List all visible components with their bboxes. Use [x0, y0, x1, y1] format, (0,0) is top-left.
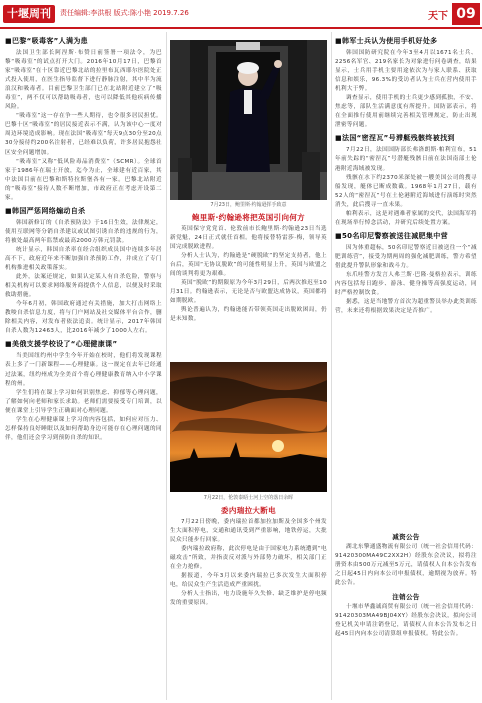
article-paragraph: 当美国纽约州中学生今年开始在校时，他们将发现课程表上多了一门新课程——心理健康。这一规定在去年已经通过法案，纽约州成为全美首个将心理健康教育纳入中小学课程的州。 [5, 353, 162, 387]
article-paragraph: 7月22日傍晚，委内瑞拉首都加拉加斯及全国多个州发生大面积停电，交通和通讯受到严重影响，地铁停运，大批民众只能步行回家。 [170, 519, 327, 544]
article-paragraph: 帕利表示，这是对遇难者家属的交代，法国海军将在现场举行悼念活动，并研究后续处置方案。 [335, 210, 477, 226]
article-paragraph: 因为体重超标，50名印尼警察近日被送往一个“减肥训练营”，接受为期两周的强化减肥训练，警方希望借此提升警队形象和战斗力。 [335, 244, 477, 269]
section-title: 天下 [428, 11, 448, 22]
left-column [5, 36, 162, 698]
page-number: 09 [452, 3, 480, 25]
article-paragraph: 学生在心理健康课上学习的内容包括，如何应对压力、怎样保持良好睡眠以及如何帮助身边可能存在心理问题的同伴，他们还会学习到预防自杀的知识。 [5, 416, 162, 441]
article-paragraph: 委内瑞拉政府称，此次停电是由于国家电力系统遭到“电磁攻击”所致，并指责反对派与外部势力破坏，相关部门正在全力抢修。 [170, 546, 327, 571]
article-title: ■美俄支援学校设了“心理健康课” [5, 340, 118, 349]
article-paragraph: 舆论普遍认为，约翰逊能否带领英国走出脱欧困局，仍是未知数。 [170, 307, 327, 323]
column-divider-left [166, 32, 167, 700]
sunset-photo [170, 362, 327, 492]
center-article-2 [170, 504, 327, 698]
photo-caption: 7月22日，伦敦泰晤士河上空的落日余晖 [203, 495, 294, 501]
notice-body: 十堰市华鑫诚商贸有限公司（统一社会信用代码：91420303MA49BJ04XY）经股东会决议，拟向公司登记机关申请注销登记，请债权人自本公告发布之日起45日内向本公司清算组申报债权。特此公告。 [335, 604, 477, 638]
article-paragraph: 英国保守党党首、伦敦前市长鲍里斯·约翰逊23日当选新党魁，24日正式就任首相。他将接替特雷莎·梅，领导英国完成脱欧进程。 [170, 226, 327, 251]
newspaper-logo: 十堰周刊 [3, 5, 55, 23]
article-paragraph: 此外，法案还规定，如果认定某人有自杀危险，警察与相关机构可以要求网络服务商提供个人信息，以便及时采取救助措施。 [5, 274, 162, 299]
article-title: ■50名印尼警察被送往减肥集中营 [335, 231, 448, 240]
article-paragraph: 分析人士认为，约翰逊是“硬脱欧”的坚定支持者，他上台后，英国“无协议脱欧”的可能性明显上升，英国与欧盟之间的谈判将更为艰难。 [170, 253, 327, 278]
article-title: ■韩军士兵认为使用手机好处多 [335, 37, 438, 45]
column-divider-right [331, 32, 332, 700]
article-paragraph: 调查显示，使用手机的士兵更少感到孤独，不安、焦虑等，部队生活满意度有所提升。国防部表示，将在全面推行使用前继续完善相关管理规定，防止出现泄密等问题。 [335, 95, 477, 129]
article-paragraph: 东爪哇警方发言人弗兰斯·巴隆·曼格拉表示，训练内容包括每日跑步、游泳、健身操等高强度运动，同时严格控制饮食。 [335, 271, 477, 297]
article-title: ■巴黎“吸毒客”人满为患 [5, 37, 89, 45]
article-paragraph: “吸毒室”又称“低风险毒品消费室”（SCMR）。全球首家于1986年在瑞士开放，迄今为止，全球建有近百家，其中法国目前在巴黎和斯特拉斯堡各有一家。巴黎北站附近的“吸毒室”接待人数不断增加，市政府正在考虑开设第二家。 [5, 158, 162, 201]
page-header [0, 0, 482, 30]
article-paragraph: 据悉，这是当地警方首次为超重警员举办此类训练营，未来还将根据效果决定是否推广。 [335, 299, 477, 315]
article-paragraph: 分析人士指出，电力设施年久失修、缺乏维护是停电频发的重要原因。 [170, 591, 327, 607]
article-paragraph: 法国卫生部长阿涅斯·布赞日前签署一项法令，为巴黎“吸毒室”的试点打开大门。2016年10月17日，巴黎首家“吸毒室”在十区靠近巴黎北站的拉里布瓦西耶尔医院处正式投入使用，在医生指导监督下进行静脉注射，其中半为流浪汉和吸毒者。目前巴黎卫生部门已在北站附近建立了“吸毒室”，两不仅可以帮助吸毒者，也可以降低其他疾病传播风险。 [5, 50, 162, 111]
article-paragraph: 韩国新修订的《自杀预防法》于16日生效，法律规定，使用互联网等分销自杀建议或试图引诱自杀的违规的行为，将被处最高两年监禁或最高2000万韩元罚款。 [5, 219, 162, 244]
notices-section [335, 528, 477, 698]
article-paragraph: 今年6月初，韩国政府通过有关措施，加大打击网络上教唆自杀信息力度，将与门户网站及社交媒体平台合作，删除相关内容，对发布者依法追责。统计显示，2017年韩国自杀人数为12463人，比2016年减少了1000人左右。 [5, 301, 162, 335]
article-title: 鲍里斯·约翰逊将把英国引向何方 [191, 213, 306, 222]
article-title: 委内瑞拉大断电 [221, 506, 276, 515]
right-column [335, 36, 477, 520]
article-title: ■韩国严惩网络煽动自杀 [5, 206, 86, 215]
notice-body: 湖北东擎通盛物流有限公司（统一社会信用代码：91420300MA49C2XX2H）经股东会决议，拟将注册资本由500万元减至5万元，请债权人自本公告发布之日起45日内向本公司申报债权，逾期视为放弃。特此公告。 [335, 544, 477, 587]
notice-title: 注销公告 [392, 593, 420, 602]
center-article-1 [170, 211, 327, 359]
article-title: ■法国“密涅瓦”号滞艇残骸终被找到 [335, 134, 455, 143]
article-paragraph: 统计显示，韩国自杀率在经合组织成员国中连续多年居高不下，政府近年来不断加强自杀预防工作，并成立了专门机构推进相关政策落实。 [5, 246, 162, 272]
article-paragraph: 据报道，今年3月以来委内瑞拉已多次发生大面积停电，给民众生产生活造成严重困扰。 [170, 573, 327, 589]
article-paragraph: 韩国国防研究院在今年3至4月以1671名士兵、2256名军官、219名家长为对象进行问卷调查，结果显示，士兵用手机主要用途依次为与家人联系、获取信息和娱乐，96.3%的受访者认为士兵在营内使用手机利大于弊。 [335, 50, 477, 93]
header-rule [0, 27, 482, 29]
article-paragraph: 英国“脱欧”的期限原为今年3月29日，后两次推迟至10月31日。约翰逊表示，无论是否与欧盟达成协议，英国都将如期脱欧。 [170, 280, 327, 305]
notice-title: 减资公告 [392, 533, 420, 541]
editor-info: 责任编辑:李洪根 版式:陈小艳 2019.7.26 [60, 9, 189, 17]
article-paragraph: 7月22日，法国国防部长弗洛朗斯·帕利宣布，51年前失踪的“密涅瓦”号潜艇残骸日前在法国南部土伦港附近海域被发现。 [335, 147, 477, 172]
article-paragraph: 残骸在水下约2370米深处被一艘美国公司的搜寻船发现，艇体已断成数截。1968年1月27日，载有52人的“密涅瓦”号在土伦港附近海域进行演练时突然消失，此后搜寻一直未果。 [335, 174, 477, 208]
article-paragraph: 学生们将在课上学习如何识别焦虑、抑郁等心理问题，了解如何向老师和家长求助。老师们需要接受专门培训，以便在课堂上引导学生正确面对心理问题。 [5, 389, 162, 414]
article-paragraph: “吸毒室”这一存在争一些人期待，也令很多居民担忧。巴黎十区“吸毒室”的居民接近表示不满，认为该中心一度对周边环境造成影响。现在法国“吸毒室”每天9点30分至20点30分接待约200名注射者，已经难以负荷，许多居民抱怨社区安全问题增加。 [5, 113, 162, 156]
photo-caption: 7月23日，鲍里斯·约翰逊挥手致意 [210, 202, 287, 208]
johnson-photo [170, 40, 327, 200]
